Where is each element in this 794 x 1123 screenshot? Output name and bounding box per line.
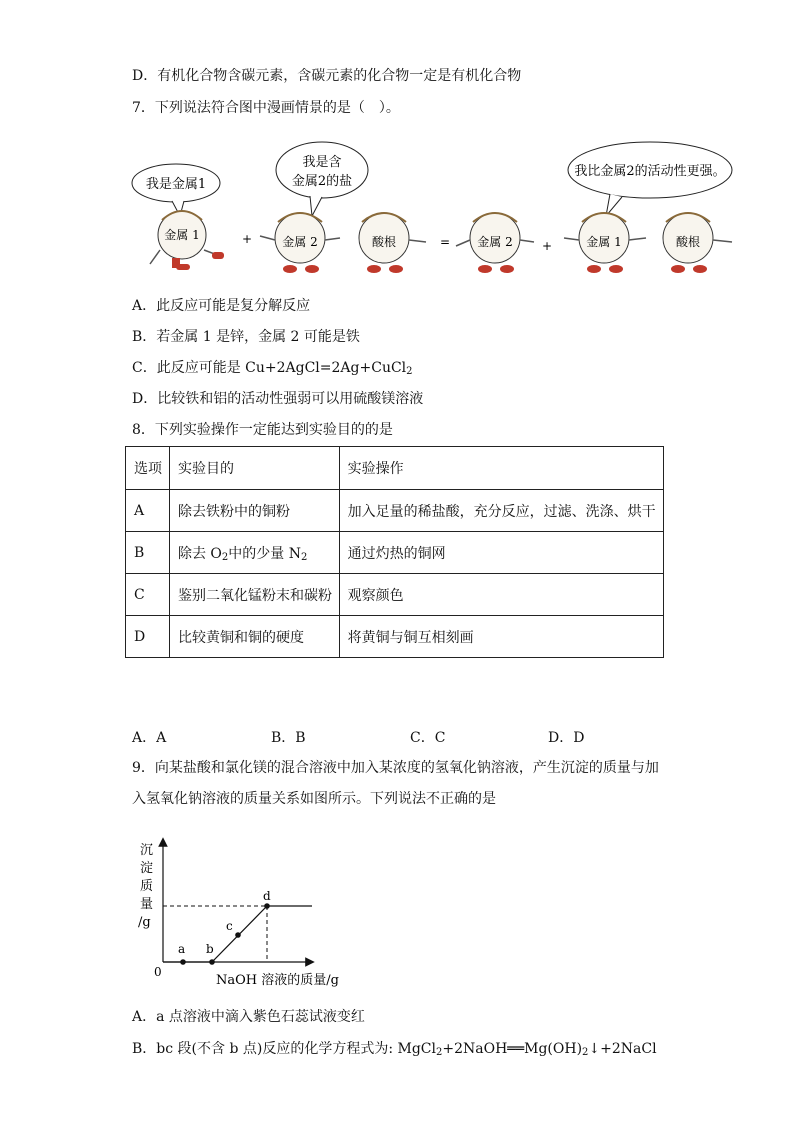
point-a	[180, 959, 186, 965]
label-acid-radical-right: 酸根	[675, 235, 701, 249]
header-option: 选项	[126, 447, 170, 490]
label-a: a	[178, 942, 186, 956]
q7-option-b: B．若金属 1 是锌，金属 2 可能是铁	[132, 329, 360, 345]
origin-label: 0	[154, 965, 162, 979]
label-metal-1-left: 金属 1	[164, 228, 200, 242]
label-b: b	[206, 942, 214, 956]
bubble-2-line1: 我是含	[302, 155, 342, 170]
q9-option-a: A．a 点溶液中滴入紫色石蕊试液变红	[132, 1009, 365, 1025]
q8-choice-a: A．A	[132, 730, 167, 746]
q7-stem: 7．下列说法符合图中漫画情景的是（ ）。	[132, 100, 400, 116]
y-label-2: 淀	[140, 861, 154, 876]
experiment-table	[125, 446, 664, 658]
label-c: c	[226, 919, 233, 933]
plus-2: +	[542, 239, 553, 253]
header-purpose: 实验目的	[169, 447, 339, 490]
q8-stem: 8．下列实验操作一定能达到实验目的的是	[132, 422, 393, 438]
label-metal-2-left: 金属 2	[282, 235, 318, 249]
y-label-4: 量	[140, 897, 154, 912]
x-axis-label: NaOH 溶液的质量/g	[216, 973, 339, 988]
bubble-1-text: 我是金属1	[145, 177, 207, 192]
point-d	[264, 903, 270, 909]
character-metal-1-left	[150, 211, 224, 270]
y-label-3: 质	[140, 879, 154, 894]
q6-option-d: D．有机化合物含碳元素，含碳元素的化合物一定是有机化合物	[132, 68, 522, 84]
point-c	[235, 932, 241, 938]
q9-stem-line1: 9．向某盐酸和氯化镁的混合溶液中加入某浓度的氢氧化钠溶液，产生沉淀的质量与加	[132, 760, 659, 776]
y-label-1: 沉	[140, 843, 154, 858]
point-b	[209, 959, 215, 965]
q7-option-a: A．此反应可能是复分解反应	[132, 298, 311, 314]
character-metal-2-left	[260, 213, 340, 273]
bubble-2-line2: 金属2的盐	[291, 174, 353, 189]
q9-graph	[130, 828, 350, 993]
y-label-5: /g	[138, 915, 151, 930]
q7-cartoon	[120, 140, 750, 285]
character-metal-1-right	[564, 213, 646, 273]
character-acid-radical-right	[663, 213, 732, 273]
q7-option-d: D．比较铁和铝的活动性强弱可以用硫酸镁溶液	[132, 391, 424, 407]
bubble-3-text: 我比金属2的活动性更强。	[574, 164, 726, 179]
table-header-row	[126, 447, 664, 490]
q8-choice-d: D．D	[548, 730, 585, 746]
table-row: B 除去 $O_2$中的少量 $N_2$ 通过灼热的铜网	[126, 532, 664, 574]
table-row: D 比较黄铜和铜的硬度 将黄铜与铜互相刻画	[126, 616, 664, 658]
label-d: d	[263, 889, 271, 903]
label-metal-2-right: 金属 2	[477, 235, 513, 249]
label-acid-radical-left: 酸根	[371, 235, 397, 249]
label-metal-1-right: 金属 1	[586, 235, 622, 249]
q9-option-b: B．bc 段(不含 b 点)反应的化学方程式为: $MgCl_2+2NaOH══Mg(OH)_2↓+2NaCl$	[132, 1041, 657, 1058]
q9-stem-line2: 入氢氧化钠溶液的质量关系如图所示。下列说法不正确的是	[132, 791, 496, 807]
q7-option-c: C．此反应可能是 Cu+2AgCl=2Ag+CuCl$_2$	[132, 360, 413, 377]
table-row: C 鉴别二氧化锰粉末和碳粉 观察颜色	[126, 574, 664, 616]
q8-choice-b: B．B	[271, 730, 306, 746]
equals-sign: =	[440, 235, 451, 249]
plus-1: +	[242, 232, 253, 246]
q8-choice-c: C．C	[410, 730, 446, 746]
character-acid-radical-left	[359, 213, 426, 273]
character-metal-2-right	[456, 213, 534, 273]
table-row: A 除去铁粉中的铜粉 加入足量的稀盐酸，充分反应，过滤、洗涤、烘干	[126, 490, 664, 532]
header-operation: 实验操作	[339, 447, 663, 490]
